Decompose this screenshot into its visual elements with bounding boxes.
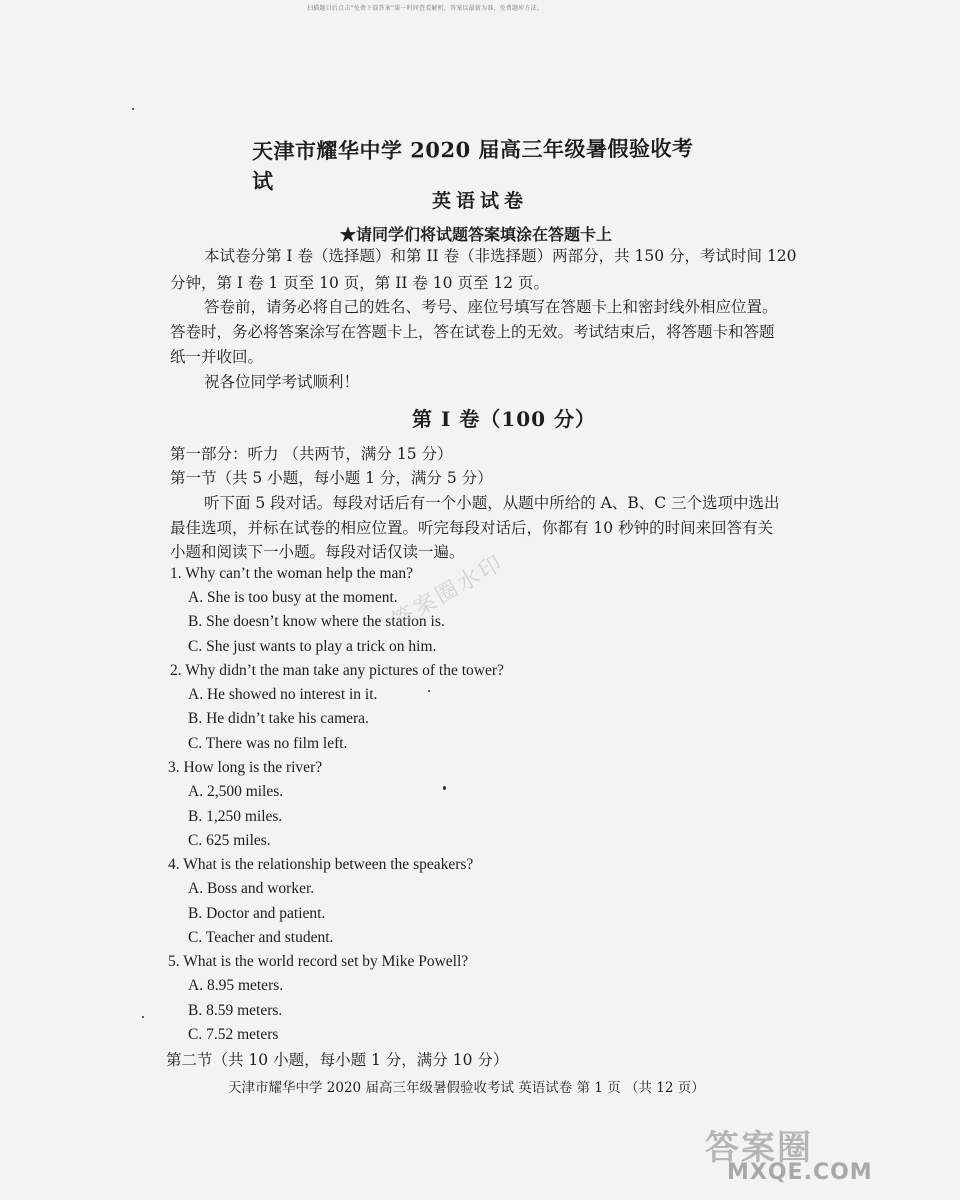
page-footer: 天津市耀华中学 2020 届高三年级暑假验收考试 英语试卷 第 1 页 （共 12 页）: [228, 1080, 705, 1096]
subsection-heading: 第二节（共 10 小题，每小题 1 分，满分 10 分）: [166, 1051, 509, 1069]
part-heading: 第一部分：听力 （共两节，满分 15 分）: [170, 445, 453, 463]
option-a: A. She is too busy at the moment.: [188, 589, 398, 606]
question-text: 4. What is the relationship between the speakers?: [168, 856, 474, 873]
instruction-line: 听下面 5 段对话。每段对话后有一个小题，从题中所给的 A、B、C 三个选项中选出: [204, 494, 780, 512]
option-b: B. She doesn’t know where the station is.: [188, 613, 445, 630]
scan-speck: [428, 690, 430, 692]
exam-subtitle: 英语试卷: [431, 190, 528, 212]
intro-line: 纸一并收回。: [170, 348, 264, 366]
intro-line: 本试卷分第 I 卷（选择题）和第 II 卷（非选择题）两部分，共 150 分，考试时间 120: [204, 247, 797, 265]
intro-line: 祝各位同学考试顺利！: [204, 373, 360, 391]
option-c: C. There was no film left.: [188, 735, 348, 752]
section-title: 第 I 卷（100 分）: [412, 407, 596, 431]
logo-text: 答案圈: [705, 1128, 813, 1168]
exam-title: 天津市耀华中学 2020 届高三年级暑假验收考试: [251, 135, 694, 194]
question-text: 5. What is the world record set by Mike Powell?: [168, 953, 469, 970]
option-a: A. 2,500 miles.: [188, 783, 284, 800]
question-text: 1. Why can’t the woman help the man?: [170, 565, 414, 582]
scan-speck: [142, 1016, 144, 1018]
site-logo: [705, 1120, 873, 1195]
intro-line: 答卷前，请务必将自己的姓名、考号、座位号填写在答题卡上和密封线外相应位置。: [204, 298, 778, 316]
top-note: 扫描题目后点击“免费下载答案”第一时间查看解析，答案以最新为准，免费题库方法。: [306, 5, 544, 12]
option-b: B. He didn’t take his camera.: [188, 710, 369, 727]
option-b: B. 8.59 meters.: [188, 1002, 283, 1019]
scan-speck: [132, 108, 134, 110]
scan-speck: [443, 786, 446, 790]
intro-line: 答卷时，务必将答案涂写在答题卡上，答在试卷上的无效。考试结束后，将答题卡和答题: [170, 323, 775, 341]
option-a: A. 8.95 meters.: [188, 977, 284, 994]
subsection-heading: 第一节（共 5 小题，每小题 1 分，满分 5 分）: [170, 469, 493, 487]
watermark-text: 答案圈水印: [388, 550, 509, 635]
option-c: C. Teacher and student.: [188, 929, 334, 946]
answer-sheet-notice: ★请同学们将试题答案填涂在答题卡上: [340, 225, 613, 244]
instruction-line: 小题和阅读下一小题。每段对话仅读一遍。: [170, 543, 465, 561]
option-a: A. Boss and worker.: [188, 880, 315, 897]
option-b: B. 1,250 miles.: [188, 808, 283, 825]
option-a: A. He showed no interest in it.: [188, 686, 378, 703]
intro-line: 分钟，第 I 卷 1 页至 10 页，第 II 卷 10 页至 12 页。: [170, 274, 550, 292]
instruction-line: 最佳选项，并标在试卷的相应位置。听完每段对话后，你都有 10 秒钟的时间来回答有关: [170, 519, 774, 537]
question-text: 3. How long is the river?: [168, 759, 323, 776]
question-text: 2. Why didn’t the man take any pictures of the tower?: [170, 662, 504, 679]
option-c: C. She just wants to play a trick on him.: [188, 638, 437, 655]
logo-url: MXQE.COM: [727, 1160, 873, 1185]
option-c: C. 7.52 meters: [188, 1026, 279, 1043]
option-b: B. Doctor and patient.: [188, 905, 326, 922]
option-c: C. 625 miles.: [188, 832, 271, 849]
